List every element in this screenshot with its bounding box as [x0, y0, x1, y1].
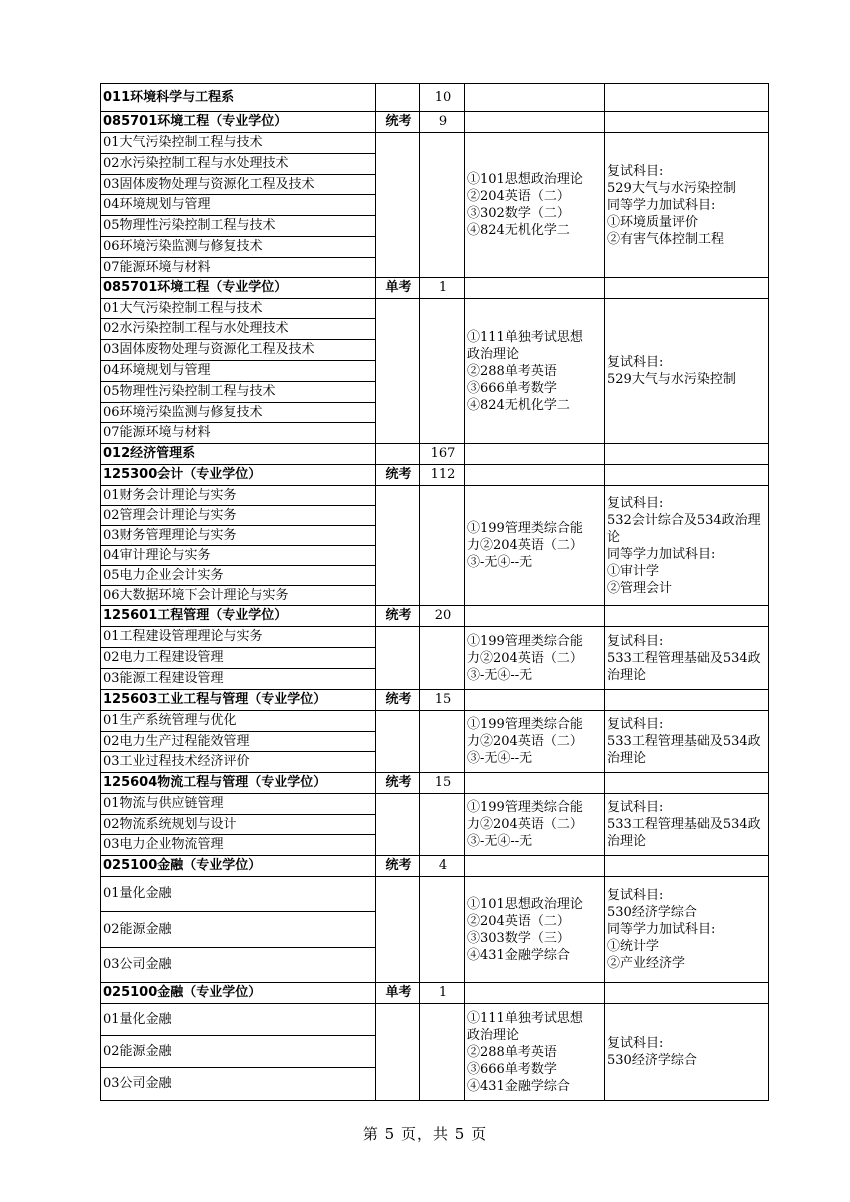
- program-name: 125603工业工程与管理（专业学位）: [101, 690, 376, 711]
- exam-subjects: [465, 486, 605, 606]
- research-direction: 04环境规划与管理: [101, 361, 376, 382]
- retest-cell: [605, 112, 769, 133]
- retest-line: ②有害气体控制工程: [607, 231, 725, 247]
- enrollment-count: 9: [420, 112, 465, 133]
- research-direction: 01财务会计理论与实务: [101, 486, 376, 506]
- retest-line: 533工程管理基础及534政: [607, 817, 761, 832]
- exam-mode-empty: [376, 1004, 420, 1101]
- retest-subjects: [605, 299, 769, 444]
- exam-mode-empty: [376, 711, 420, 773]
- retest-subjects: [605, 133, 769, 278]
- major-row: [101, 856, 769, 877]
- retest-line: 同等学力加试科目:: [607, 922, 716, 937]
- exam-subject-line: ③666单考数学: [467, 1061, 557, 1077]
- research-direction: 02物流系统规划与设计: [101, 815, 376, 835]
- retest-subjects: [605, 711, 769, 773]
- retest-cell: [605, 983, 769, 1004]
- retest-cell: [605, 278, 769, 299]
- exam-subjects: [465, 133, 605, 278]
- research-direction: 01工程建设管理理论与实务: [101, 627, 376, 648]
- retest-cell: [605, 690, 769, 711]
- exam-mode: 统考: [376, 112, 420, 133]
- retest-line: 复试科目:: [607, 888, 664, 903]
- exam-subjects-cell: [465, 465, 605, 486]
- direction-row: [101, 877, 769, 912]
- enrollment-count: 20: [420, 606, 465, 627]
- exam-subject-line: ②288单考英语: [467, 1044, 557, 1060]
- exam-mode: 统考: [376, 606, 420, 627]
- research-direction: 04环境规划与管理: [101, 195, 376, 216]
- exam-subjects: [465, 299, 605, 444]
- research-direction: 04审计理论与实务: [101, 546, 376, 566]
- exam-subject-line: ①199管理类综合能: [467, 717, 583, 732]
- exam-subjects: [465, 877, 605, 983]
- exam-subject-line: ③-无④--无: [467, 834, 533, 849]
- retest-line: 同等学力加试科目:: [607, 197, 716, 213]
- exam-subject-line: 政治理论: [467, 1027, 520, 1043]
- exam-subject-line: 力②204英语（二）: [467, 817, 583, 832]
- retest-line: 530经济学综合: [607, 905, 697, 920]
- program-name: 125604物流工程与管理（专业学位）: [101, 773, 376, 794]
- exam-subjects-cell: [465, 690, 605, 711]
- retest-line: 复试科目:: [607, 495, 664, 511]
- research-direction: 01量化金融: [101, 877, 376, 912]
- exam-subject-line: ①199管理类综合能: [467, 521, 583, 536]
- major-row: [101, 983, 769, 1004]
- exam-subject-line: 力②204英语（二）: [467, 650, 583, 666]
- count-empty: [420, 1004, 465, 1101]
- research-direction: 03公司金融: [101, 1068, 376, 1101]
- research-direction: 05电力企业会计实务: [101, 566, 376, 586]
- research-direction: 02能源金融: [101, 1036, 376, 1068]
- research-direction: 07能源环境与材料: [101, 423, 376, 444]
- direction-row: [101, 1004, 769, 1036]
- research-direction: 07能源环境与材料: [101, 258, 376, 278]
- research-direction: 02能源金融: [101, 912, 376, 948]
- exam-subjects-cell: [465, 983, 605, 1004]
- exam-subjects-cell: [465, 278, 605, 299]
- exam-subject-line: ①111单独考试思想: [467, 329, 583, 345]
- page-footer: 第 5 页，共 5 页: [362, 1125, 488, 1143]
- exam-subject-line: 力②204英语（二）: [467, 538, 583, 553]
- enrollment-count: 112: [420, 465, 465, 486]
- exam-mode-empty: [376, 133, 420, 278]
- retest-cell: [605, 773, 769, 794]
- retest-line: 治理论: [607, 751, 647, 766]
- exam-mode-empty: [376, 299, 420, 444]
- major-row: [101, 278, 769, 299]
- retest-line: ①环境质量评价: [607, 214, 699, 230]
- retest-line: 复试科目:: [607, 717, 664, 732]
- exam-subjects-cell: [465, 444, 605, 465]
- exam-subject-line: ④824无机化学二: [467, 397, 570, 413]
- exam-subject-line: ①199管理类综合能: [467, 633, 583, 649]
- enrollment-count: 10: [420, 84, 465, 112]
- count-empty: [420, 299, 465, 444]
- department-row: [101, 84, 769, 112]
- direction-row: [101, 711, 769, 732]
- exam-mode-empty: [376, 627, 420, 690]
- exam-mode: [376, 84, 420, 112]
- retest-line: 533工程管理基础及534政: [607, 650, 761, 666]
- research-direction: 01物流与供应链管理: [101, 794, 376, 815]
- program-name: 025100金融（专业学位）: [101, 856, 376, 877]
- research-direction: 03公司金融: [101, 948, 376, 983]
- retest-line: ②产业经济学: [607, 956, 686, 971]
- research-direction: 03能源工程建设管理: [101, 669, 376, 690]
- research-direction: 05物理性污染控制工程与技术: [101, 382, 376, 403]
- retest-line: 533工程管理基础及534政: [607, 734, 761, 749]
- exam-subjects-cell: [465, 84, 605, 112]
- retest-cell: [605, 465, 769, 486]
- exam-subject-line: ③666单考数学: [467, 380, 557, 396]
- retest-subjects: [605, 794, 769, 856]
- major-row: [101, 606, 769, 627]
- count-empty: [420, 877, 465, 983]
- research-direction: 03固体废物处理与资源化工程及技术: [101, 175, 376, 195]
- exam-subject-line: ②204英语（二）: [467, 913, 570, 929]
- retest-line: 530经济学综合: [607, 1053, 697, 1068]
- retest-line: 529大气与水污染控制: [607, 180, 736, 196]
- enrollment-count: 1: [420, 278, 465, 299]
- research-direction: 06大数据环境下会计理论与实务: [101, 586, 376, 606]
- exam-subject-line: ④431金融学综合: [467, 947, 570, 963]
- exam-subject-line: ①101思想政治理论: [467, 172, 583, 187]
- exam-mode: 统考: [376, 690, 420, 711]
- exam-subject-line: 力②204英语（二）: [467, 734, 583, 749]
- program-name: 125601工程管理（专业学位）: [101, 606, 376, 627]
- research-direction: 02水污染控制工程与水处理技术: [101, 319, 376, 340]
- exam-subject-line: ③302数学（二）: [467, 206, 570, 221]
- research-direction: 01生产系统管理与优化: [101, 711, 376, 732]
- exam-mode-empty: [376, 794, 420, 856]
- enrollment-count: 15: [420, 773, 465, 794]
- exam-subject-line: ①101思想政治理论: [467, 896, 583, 912]
- program-name: 012经济管理系: [101, 444, 376, 465]
- exam-subject-line: ③303数学（三）: [467, 930, 570, 946]
- retest-line: 复试科目:: [607, 633, 664, 649]
- retest-line: 529大气与水污染控制: [607, 372, 736, 387]
- exam-subjects-cell: [465, 773, 605, 794]
- direction-row: [101, 486, 769, 506]
- retest-subjects: [605, 1004, 769, 1101]
- retest-line: 治理论: [607, 834, 647, 849]
- department-row: [101, 444, 769, 465]
- exam-mode: 单考: [376, 278, 420, 299]
- research-direction: 02水污染控制工程与水处理技术: [101, 154, 376, 175]
- program-name: 125300会计（专业学位）: [101, 465, 376, 486]
- research-direction: 01大气污染控制工程与技术: [101, 299, 376, 319]
- exam-subjects: [465, 711, 605, 773]
- exam-subject-line: ②204英语（二）: [467, 189, 570, 204]
- retest-line: 同等学力加试科目:: [607, 546, 716, 562]
- enrollment-count: 4: [420, 856, 465, 877]
- retest-subjects: [605, 486, 769, 606]
- exam-mode: 单考: [376, 983, 420, 1004]
- program-name: 011环境科学与工程系: [101, 84, 376, 112]
- exam-subject-line: ③-无④--无: [467, 751, 533, 766]
- exam-subject-line: ④824无机化学二: [467, 223, 570, 238]
- exam-subject-line: ①111单独考试思想: [467, 1010, 583, 1026]
- direction-row: [101, 627, 769, 648]
- retest-line: ①统计学: [607, 939, 660, 954]
- major-row: [101, 465, 769, 486]
- retest-line: 532会计综合及534政治理: [607, 512, 761, 528]
- research-direction: 02电力生产过程能效管理: [101, 732, 376, 752]
- research-direction: 03工业过程技术经济评价: [101, 752, 376, 773]
- retest-line: 论: [607, 529, 621, 545]
- enrollment-count: 1: [420, 983, 465, 1004]
- research-direction: 02电力工程建设管理: [101, 648, 376, 669]
- program-name: 025100金融（专业学位）: [101, 983, 376, 1004]
- research-direction: 01大气污染控制工程与技术: [101, 133, 376, 154]
- retest-line: ②管理会计: [607, 580, 673, 596]
- retest-line: 复试科目:: [607, 800, 664, 815]
- exam-subjects-cell: [465, 112, 605, 133]
- count-empty: [420, 133, 465, 278]
- research-direction: 03财务管理理论与实务: [101, 526, 376, 546]
- direction-row: [101, 299, 769, 319]
- exam-subjects-cell: [465, 856, 605, 877]
- exam-mode: 统考: [376, 773, 420, 794]
- major-row: [101, 773, 769, 794]
- retest-cell: [605, 606, 769, 627]
- exam-subjects-cell: [465, 606, 605, 627]
- program-name: 085701环境工程（专业学位）: [101, 278, 376, 299]
- exam-mode-empty: [376, 486, 420, 606]
- retest-line: 复试科目:: [607, 355, 664, 370]
- exam-mode-empty: [376, 877, 420, 983]
- retest-subjects: [605, 877, 769, 983]
- direction-row: [101, 133, 769, 154]
- enrollment-count: 167: [420, 444, 465, 465]
- exam-subjects: [465, 627, 605, 690]
- retest-line: 复试科目:: [607, 163, 664, 179]
- exam-subject-line: ③-无④--无: [467, 555, 533, 570]
- exam-mode: [376, 444, 420, 465]
- exam-subject-line: 政治理论: [467, 346, 520, 362]
- program-name: 085701环境工程（专业学位）: [101, 112, 376, 133]
- retest-subjects: [605, 627, 769, 690]
- enrollment-table: [100, 83, 769, 1101]
- research-direction: 03电力企业物流管理: [101, 835, 376, 856]
- exam-subject-line: ④431金融学综合: [467, 1078, 570, 1094]
- retest-cell: [605, 444, 769, 465]
- research-direction: 05物理性污染控制工程与技术: [101, 216, 376, 237]
- major-row: [101, 690, 769, 711]
- retest-cell: [605, 856, 769, 877]
- exam-mode: 统考: [376, 856, 420, 877]
- count-empty: [420, 711, 465, 773]
- major-row: [101, 112, 769, 133]
- exam-subject-line: ②288单考英语: [467, 363, 557, 379]
- retest-cell: [605, 84, 769, 112]
- count-empty: [420, 486, 465, 606]
- exam-subject-line: ①199管理类综合能: [467, 800, 583, 815]
- exam-subjects: [465, 1004, 605, 1101]
- research-direction: 03固体废物处理与资源化工程及技术: [101, 340, 376, 361]
- exam-mode: 统考: [376, 465, 420, 486]
- enrollment-count: 15: [420, 690, 465, 711]
- retest-line: ①审计学: [607, 563, 660, 579]
- research-direction: 06环境污染监测与修复技术: [101, 403, 376, 423]
- count-empty: [420, 627, 465, 690]
- exam-subjects: [465, 794, 605, 856]
- research-direction: 06环境污染监测与修复技术: [101, 237, 376, 258]
- retest-line: 治理论: [607, 667, 647, 683]
- research-direction: 01量化金融: [101, 1004, 376, 1036]
- research-direction: 02管理会计理论与实务: [101, 506, 376, 526]
- retest-line: 复试科目:: [607, 1036, 664, 1051]
- count-empty: [420, 794, 465, 856]
- direction-row: [101, 794, 769, 815]
- exam-subject-line: ③-无④--无: [467, 667, 533, 683]
